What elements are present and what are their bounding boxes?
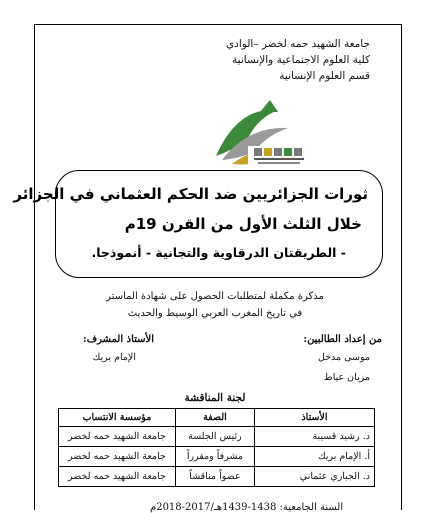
committee-title: لجنة المناقشة	[184, 392, 246, 404]
student-name-2: مزيان عياط	[323, 372, 370, 383]
thesis-description-line-2: في تاريخ المغرب العربي الوسيط والحديث	[127, 308, 303, 319]
thesis-title-line-1: ثورات الجزائريين ضد الحكم العثماني في الجزائر	[13, 185, 368, 203]
department-name: قسم العلوم الإنسانية	[279, 70, 370, 82]
thesis-description-line-1: مذكرة مكملة لمتطلبات الحصول على شهادة الماستر	[106, 291, 324, 302]
committee-table	[58, 408, 375, 487]
table-row	[59, 427, 375, 447]
frame-top-line	[34, 24, 402, 25]
table-row	[59, 467, 375, 487]
frame-right-line	[401, 24, 402, 510]
cell-institution: جامعة الشهيد حمه لخضر	[59, 447, 176, 467]
supervisor-label: الأستاذ المشرف:	[83, 334, 154, 345]
students-label: من إعداد الطالبين:	[303, 334, 382, 345]
header-role: الصفة	[175, 409, 254, 427]
cell-role: عضواً مناقشاً	[175, 467, 254, 487]
thesis-title-line-2: خلال الثلث الأول من القرن 19م	[124, 215, 362, 233]
committee-header-row	[59, 409, 375, 427]
thesis-title-line-3: - الطريقتان الدرقاوية والتجانية - أنموذجا.	[91, 245, 346, 260]
cell-role: مشرفاً ومقرراً	[175, 447, 254, 467]
cell-role: رئيس الجلسة	[175, 427, 254, 447]
university-header	[226, 36, 370, 84]
thesis-title-box	[13, 170, 383, 278]
academic-year: السنة الجامعية: 1438-1439هـ/2017-2018م	[150, 502, 344, 513]
cell-professor: أ. الإمام بريك	[254, 447, 374, 467]
cell-institution: جامعة الشهيد حمه لخضر	[59, 427, 176, 447]
cell-professor: د. رشيد قسيبة	[254, 427, 374, 447]
supervisor-name: الإمام بريك	[92, 352, 136, 363]
student-name-1: موسى مدخل	[317, 352, 370, 363]
frame-left-line	[34, 24, 35, 510]
cell-professor: د. الجباري عثماني	[254, 467, 374, 487]
university-name: جامعة الشهيد حمه لخضر –الوادي	[225, 38, 370, 50]
faculty-name: كلية العلوم الاجتماعية والإنسانية	[232, 54, 370, 66]
header-institution: مؤسسة الانتساب	[59, 409, 176, 427]
cell-institution: جامعة الشهيد حمه لخضر	[59, 467, 176, 487]
table-row	[59, 447, 375, 467]
header-professor: الأستاذ	[254, 409, 374, 427]
university-logo-icon	[208, 86, 318, 174]
